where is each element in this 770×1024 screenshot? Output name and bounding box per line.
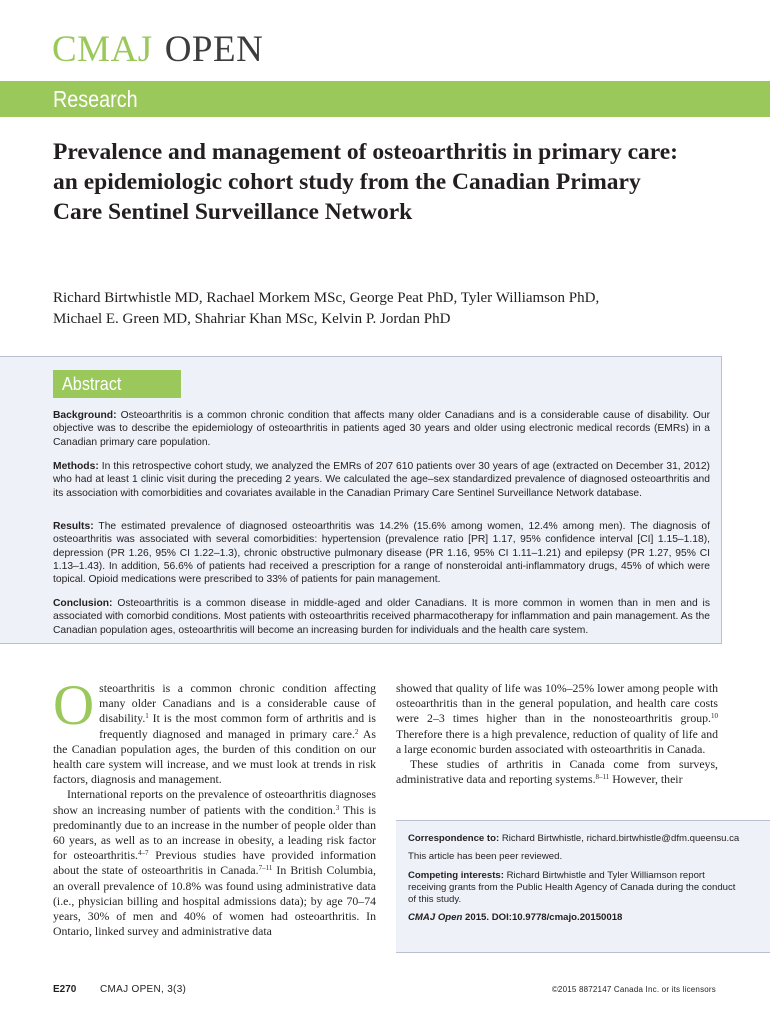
body-column-left	[53, 674, 376, 939]
body-text: As the Canadian population ages, the burden of this condition on our health care system will increase, and we must look at trends in risk factors, diagnosis and management.	[53, 726, 376, 787]
journal-logo	[52, 28, 263, 72]
page-footer	[0, 984, 770, 1000]
logo-cmaj: CMAJ	[52, 29, 153, 70]
correspondence-box	[396, 820, 770, 953]
reference-marker[interactable]: 2	[354, 727, 359, 736]
abstract-results	[53, 520, 710, 586]
body-text: Previous studies have provided information about the state of osteoarthritis in Canada.	[53, 848, 376, 878]
conclusion-label: Conclusion:	[53, 598, 113, 609]
body-text: In British Columbia, an overall prevalence of 10.8% was found using administrative data (i.e., physician billing and hospital admissions data); by age 70–74 years, 30% of men and 40% of women had osteoarthritis. In Ontario, linked survey and administrative data	[53, 863, 376, 939]
correspondence	[408, 833, 740, 845]
abstract-background	[53, 409, 710, 449]
abstract-box	[0, 356, 722, 644]
methods-text: In this retrospective cohort study, we analyzed the EMRs of 207 610 patients over 30 years of age (extracted on December 31, 2012) who had at least 1 clinic visit during the preceding 2 years. We calculated the age–sex standardized prevalence of diagnosed osteoarthritis and its association with comorbidities and covariates available in the Canadian Primary Care Sentinel Surveillance Network database.	[53, 461, 710, 499]
article-title: Prevalence and management of osteoarthritis in primary care: an epidemiologic cohort study from the Canadian Primary Care Sentinel Surveillance Network	[53, 139, 679, 225]
body-text: showed that quality of life was 10%–25% lower among people with osteoarthritis than in the general population, and health care costs were 2–3 times higher than in the nonosteoarthritis group.	[396, 681, 718, 726]
abstract-heading: Abstract	[62, 374, 122, 394]
methods-label: Methods:	[53, 461, 99, 472]
competing-interests-label: Competing interests:	[408, 869, 504, 881]
body-text: This is predominantly due to an increase in the number of people older than 60 years, as well as to an increase in obesity, a leading risk factor for osteoarthritis.	[53, 802, 376, 863]
body-column-right	[396, 681, 718, 787]
section-bar	[0, 81, 770, 117]
conclusion-text: Osteoarthritis is a common disease in middle-aged and older Canadians. It is more common in women than in men and is associated with comorbid conditions. Most patients with osteoarthritis received pharmacotherapy for inflammation and pain management. As the Canadian population ages, osteoarthritis will become an increasing burden for individuals and the health care system.	[53, 598, 710, 636]
reference-marker[interactable]: 7–11	[258, 864, 273, 873]
author-list	[53, 288, 713, 330]
citation-doi[interactable]: 2015. DOI:10.9778/cmajo.20150018	[462, 912, 623, 924]
reference-marker[interactable]: 8–11	[595, 773, 610, 782]
authors-line-2: Michael E. Green MD, Shahriar Khan MSc, Kelvin P. Jordan PhD	[53, 311, 451, 327]
body-paragraph-4	[396, 757, 718, 787]
authors-line-1: Richard Birtwhistle MD, Rachael Morkem MSc, George Peat PhD, Tyler Williamson PhD,	[53, 290, 600, 306]
body-text: These studies of arthritis in Canada come from surveys, administrative data and reporting systems.	[396, 757, 718, 787]
correspondence-label: Correspondence to:	[408, 833, 500, 844]
competing-interests-text: Richard Birtwhistle and Tyler Williamson report receiving grants from the Public Health Agency of Canada during the conduct of this study.	[408, 869, 736, 906]
abstract-methods	[53, 460, 710, 500]
background-label: Background:	[53, 410, 117, 421]
reference-marker[interactable]: 3	[335, 803, 340, 812]
drop-cap: O	[53, 674, 95, 737]
copyright-notice: ©2015 8872147 Canada Inc. or its licensors	[551, 985, 716, 994]
competing-interests	[408, 870, 740, 907]
results-label: Results:	[53, 521, 94, 532]
reference-marker[interactable]: 1	[145, 712, 149, 721]
journal-issue: CMAJ OPEN, 3(3)	[100, 984, 187, 995]
background-text: Osteoarthritis is a common chronic condition that affects many older Canadians and is a considerable cause of disability. Our objective was to describe the epidemiology of osteoarthritis in patients aged 30 years and older using electronic medical records (EMRs) in a Canadian primary care population.	[53, 410, 710, 448]
citation	[408, 912, 740, 924]
logo-open: OPEN	[164, 29, 264, 70]
results-text: The estimated prevalence of diagnosed osteoarthritis was 14.2% (15.6% among women, 12.4% among men). The diagnosis of osteoarthritis was associated with several comorbidities: hypertension (prevalence ratio [PR] 1.17, 95% confidence interval [CI] 1.15–1.18), depression (PR 1.26, 95% CI 1.22–1.3), chronic obstructive pulmonary disease (PR 1.16, 95% CI 1.11–1.21) and epilepsy (PR 1.27, 95% CI 1.13–1.43). In addition, 56.6% of patients had received a prescription for a range of nonsteroidal anti-inflammatory drugs, 45% of which were topical. Opioid medications were prescribed to 33% of patients for pain management.	[53, 521, 710, 586]
page-number: E270	[53, 984, 77, 995]
correspondence-text[interactable]: Richard Birtwhistle, richard.birtwhistle@dfm.queensu.ca	[501, 833, 740, 844]
reference-marker[interactable]: 4–7	[138, 849, 149, 858]
citation-journal: CMAJ Open	[408, 912, 463, 924]
section-label: Research	[53, 86, 138, 112]
body-text: steoarthritis is a common chronic condition affecting many older Canadians and is a considerable cause of disability.	[99, 681, 376, 726]
body-text: It is the most common form of arthritis and is frequently diagnosed and managed in primary care.	[99, 711, 376, 741]
body-paragraph-2	[53, 787, 376, 939]
abstract-conclusion	[53, 597, 710, 637]
body-text: However, their	[609, 772, 683, 787]
abstract-tab	[53, 370, 181, 398]
body-text: Therefore there is a high prevalence, reduction of quality of life and a large economic burden associated with osteoarthritis in Canada.	[396, 726, 718, 756]
reference-marker[interactable]: 10	[711, 712, 718, 721]
body-text: International reports on the prevalence of osteoarthritis diagnoses show an increasing number of patients with the condition.	[53, 787, 376, 817]
body-paragraph-3	[396, 681, 718, 757]
body-paragraph-1	[53, 674, 376, 787]
peer-review-note: This article has been peer reviewed.	[408, 851, 563, 863]
